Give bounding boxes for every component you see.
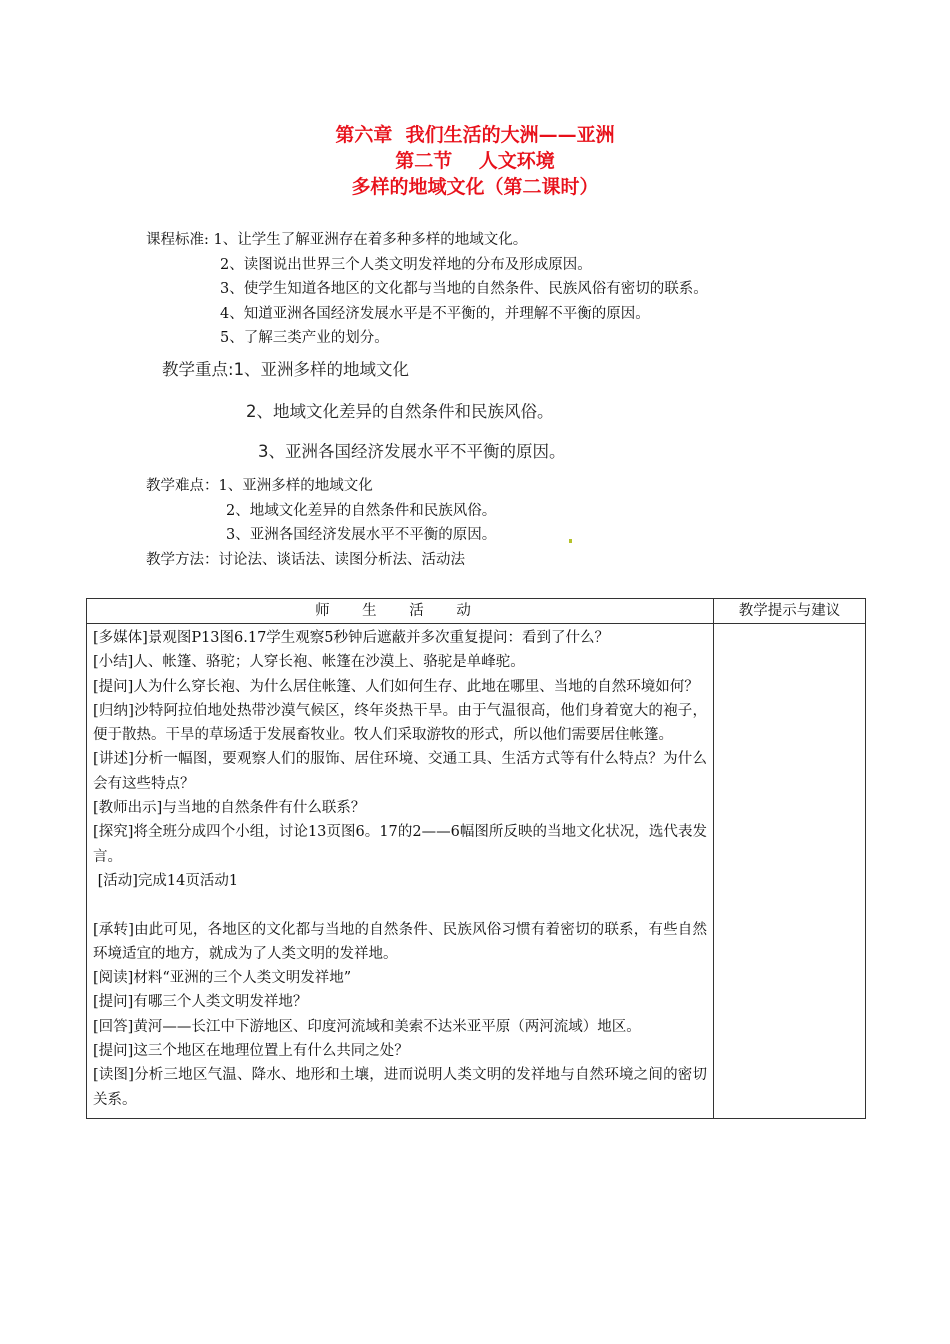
tips-column-header: 教学提示与建议 <box>714 599 866 624</box>
table-header-row <box>87 599 866 624</box>
difficulty-item: 2、地域文化差异的自然条件和民族风俗。 <box>226 502 497 519</box>
tips-cell <box>714 624 866 1119</box>
chapter-title: 第六章 我们生活的大洲——亚洲 <box>335 124 615 146</box>
key-point-item: 3、亚洲各国经济发展水平不平衡的原因。 <box>258 442 566 461</box>
difficulties-label: 教学难点： <box>146 478 219 494</box>
lesson-activity-table <box>86 598 866 1119</box>
activity-line: [阅读]材料“亚洲的三个人类文明发祥地” <box>93 970 352 987</box>
standard-item: 2、读图说出世界三个人类文明发祥地的分布及形成原因。 <box>220 256 592 273</box>
standard-item: 1、让学生了解亚洲存在着多种多样的地域文化。 <box>213 232 528 248</box>
table-row <box>87 624 866 1119</box>
activity-line: [小结]人、帐篷、骆驼；人穿长袍、帐篷在沙漠上、骆驼是单峰驼。 <box>93 654 525 671</box>
stray-mark <box>569 539 572 543</box>
document-titles <box>0 122 950 200</box>
activity-line: [探究]将全班分成四个小组，讨论13页图6。17的2——6幅图所反映的当地文化状况，选代表发言。 <box>93 824 707 865</box>
blank-line <box>93 893 707 917</box>
activity-line: [回答]黄河——长江中下游地区、印度河流域和美索不达米亚平原（两河流域）地区。 <box>93 1018 641 1035</box>
section-title: 第二节 人文环境 <box>395 150 555 172</box>
activity-column-header: 师 生 活 动 <box>87 599 714 624</box>
activity-line: [多媒体]景观图P13图6.17学生观察5秒钟后遮蔽并多次重复提问：看到了什么？ <box>93 630 610 646</box>
key-points-label: 教学重点: <box>162 360 234 379</box>
teaching-difficulties <box>146 474 496 572</box>
activity-line: [讲述]分析一幅图，要观察人们的服饰、居住环境、交通工具、生活方式等有什么特点？为什么会有这些特点？ <box>93 751 707 792</box>
activity-line: [归纳]沙特阿拉伯地处热带沙漠气候区，终年炎热干旱。由于气温很高，他们身着宽大的袍子，便于散热。干旱的草场适于发展畜牧业。牧人们采取游牧的形式，所以他们需要居住帐篷。 <box>93 702 707 744</box>
curriculum-standard-label: 课程标准: <box>146 232 209 248</box>
methods-label: 教学方法： <box>146 551 219 568</box>
activity-line: [教师出示]与当地的自然条件有什么联系？ <box>93 800 366 817</box>
standard-item: 5、了解三类产业的划分。 <box>220 330 389 346</box>
key-point-item: 1、亚洲多样的地域文化 <box>233 360 410 379</box>
activity-line: [活动]完成14页活动1 <box>93 872 239 889</box>
difficulty-item: 1、亚洲多样的地域文化 <box>218 478 373 494</box>
activity-cell <box>87 624 714 1119</box>
difficulty-item: 3、亚洲各国经济发展水平不平衡的原因。 <box>226 527 497 543</box>
standard-item: 3、使学生知道各地区的文化都与当地的自然条件、民族风俗有密切的联系。 <box>220 281 708 297</box>
activity-line: [提问]人为什么穿长袍、为什么居住帐篷、人们如何生存、此地在哪里、当地的自然环境如何？ <box>93 678 699 695</box>
activity-line: [提问]有哪三个人类文明发祥地？ <box>93 994 308 1011</box>
lesson-title: 多样的地域文化（第二课时） <box>351 176 599 198</box>
key-point-item: 2、地域文化差异的自然条件和民族风俗。 <box>246 402 554 421</box>
activity-line: [读图]分析三地区气温、降水、地形和土壤，进而说明人类文明的发祥地与自然环境之间的密切关系。 <box>93 1067 707 1108</box>
standard-item: 4、知道亚洲各国经济发展水平是不平衡的，并理解不平衡的原因。 <box>220 305 650 322</box>
activity-line: [承转]由此可见，各地区的文化都与当地的自然条件、民族风俗习惯有着密切的联系，有些自然环境适宜的地方，就成为了人类文明的发祥地。 <box>93 921 707 962</box>
activity-line: [提问]这三个地区在地理位置上有什么共同之处？ <box>93 1043 409 1060</box>
curriculum-standard <box>146 228 708 351</box>
methods-text: 讨论法、谈话法、读图分析法、活动法 <box>218 551 465 568</box>
